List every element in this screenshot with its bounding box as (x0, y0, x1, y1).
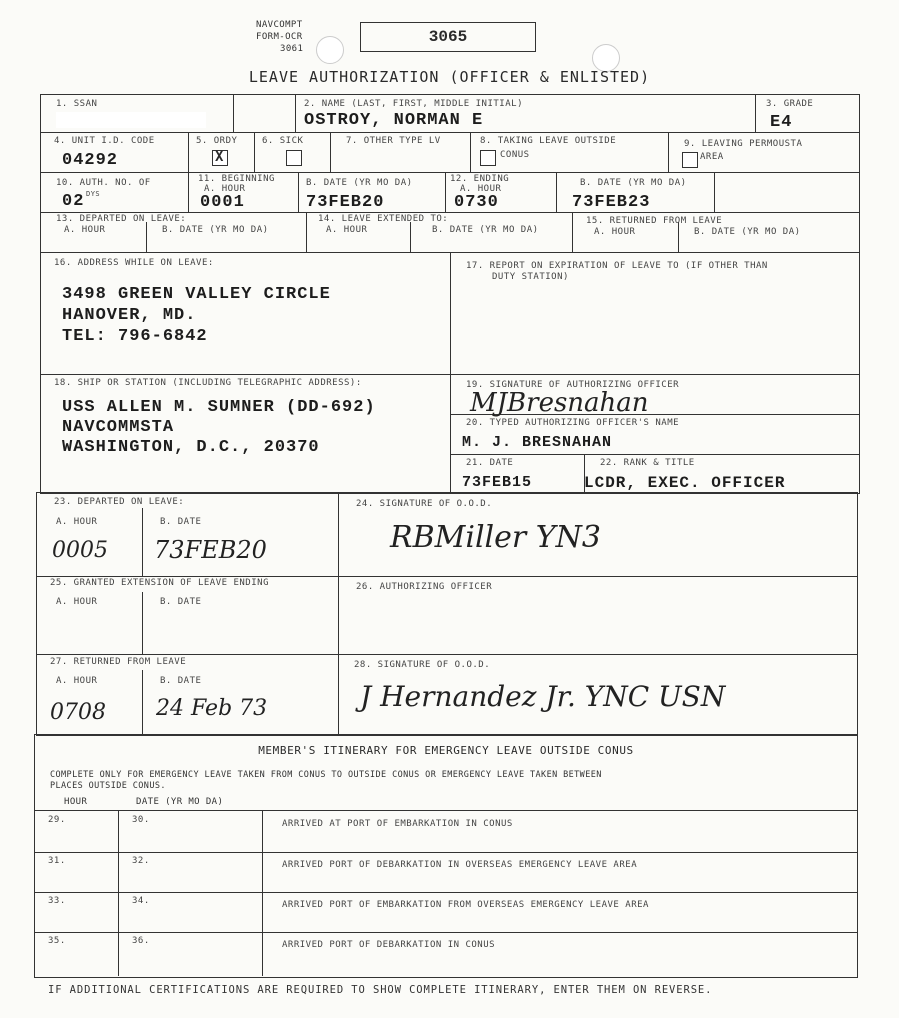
outside-conus-checkbox[interactable] (480, 150, 496, 166)
ordy-checkbox[interactable] (212, 150, 228, 166)
ood-signature-label-2: 28. SIGNATURE OF O.O.D. (354, 660, 491, 670)
authorizing-officer-label: 26. AUTHORIZING OFFICER (356, 582, 493, 592)
rank-value: LCDR, EXEC. OFFICER (584, 474, 786, 492)
name-value: OSTROY, NORMAN E (304, 111, 484, 130)
returned-date-label-2: B. DATE (160, 676, 202, 686)
ending-hour-label: A. HOUR (460, 184, 502, 194)
extension-label: 25. GRANTED EXTENSION OF LEAVE ENDING (50, 578, 269, 588)
ssan-label: 1. SSAN (56, 99, 98, 109)
outside-conus-label: 8. TAKING LEAVE OUTSIDE (480, 136, 617, 146)
departed-date-value: 73FEB20 (154, 536, 267, 564)
beginning-hour-value: 0001 (200, 193, 245, 212)
station-label: 18. SHIP OR STATION (INCLUDING TELEGRAPHIC ADDRESS): (54, 378, 362, 388)
returned-hour-label: A. HOUR (594, 227, 636, 237)
leaving-sub: AREA (700, 152, 724, 162)
address-line3: TEL: 796-6842 (62, 327, 208, 346)
extended-label: 14. LEAVE EXTENDED TO: (318, 214, 449, 224)
ordy-label: 5. ORDY (196, 136, 238, 146)
departed-hour-value: 0005 (52, 538, 108, 563)
punch-hole-left (316, 36, 344, 64)
returned-hour-label-2: A. HOUR (56, 676, 98, 686)
uic-label: 4. UNIT I.D. CODE (54, 136, 155, 146)
extended-hour-label: A. HOUR (326, 225, 368, 235)
uic-value: 04292 (62, 151, 119, 170)
ood-signature: RBMiller YN3 (390, 520, 601, 555)
returned-date-value: 24 Feb 73 (156, 696, 268, 721)
form-code-line2: FORM-OCR (256, 32, 303, 42)
itin-row3-text: ARRIVED PORT OF EMBARKATION FROM OVERSEAS EMERGENCY LEAVE AREA (282, 900, 649, 910)
leaving-checkbox[interactable] (682, 152, 698, 168)
sick-checkbox[interactable] (286, 150, 302, 166)
ending-label: 12. ENDING (450, 174, 510, 184)
returned-hour-value: 0708 (50, 700, 106, 725)
ending-hour-value: 0730 (454, 193, 499, 212)
beginning-date-value: 73FEB20 (306, 193, 385, 212)
address-label: 16. ADDRESS WHILE ON LEAVE: (54, 258, 214, 268)
typed-name-value: M. J. BRESNAHAN (462, 434, 613, 451)
auth-signature-label: 19. SIGNATURE OF AUTHORIZING OFFICER (466, 380, 680, 390)
itin-row4-text: ARRIVED PORT OF DEBARKATION IN CONUS (282, 940, 496, 950)
extension-hour-label: A. HOUR (56, 597, 98, 607)
form-number: 3065 (428, 28, 468, 46)
form-title: LEAVE AUTHORIZATION (OFFICER & ENLISTED) (248, 68, 651, 86)
form-code-line3: 3061 (280, 44, 304, 54)
report-label-2: DUTY STATION) (492, 272, 569, 282)
auth-days-value: 02 (62, 192, 85, 211)
itin-row1-date-no: 30. (132, 815, 150, 825)
itinerary-title: MEMBER'S ITINERARY FOR EMERGENCY LEAVE OUTSIDE CONUS (258, 744, 634, 757)
itin-row4-hour-no: 35. (48, 936, 66, 946)
footer-note: IF ADDITIONAL CERTIFICATIONS ARE REQUIRED TO SHOW COMPLETE ITINERARY, ENTER THEM ON REVERSE. (48, 984, 713, 996)
itin-row1-text: ARRIVED AT PORT OF EMBARKATION IN CONUS (282, 819, 513, 829)
returned-from-leave-label: 27. RETURNED FROM LEAVE (50, 657, 187, 667)
station-line2: NAVCOMMSTA (62, 418, 175, 437)
itin-row1-hour-no: 29. (48, 815, 66, 825)
itinerary-instruction-1: COMPLETE ONLY FOR EMERGENCY LEAVE TAKEN FROM CONUS TO OUTSIDE CONUS OR EMERGENCY LEAVE TAKEN BETWEEN (50, 770, 602, 780)
itinerary-date-header: DATE (YR MO DA) (136, 797, 224, 807)
returned-date-label: B. DATE (YR MO DA) (694, 227, 801, 237)
itin-row3-hour-no: 33. (48, 896, 66, 906)
ordy-check-mark: X (215, 149, 224, 165)
ood-signature-label: 24. SIGNATURE OF O.O.D. (356, 499, 493, 509)
name-label: 2. NAME (LAST, FIRST, MIDDLE INITIAL) (304, 99, 523, 109)
leaving-label: 9. LEAVING PERMOUSTA (684, 139, 803, 149)
itin-row2-date-no: 32. (132, 856, 150, 866)
ending-date-value: 73FEB23 (572, 193, 651, 212)
report-label: 17. REPORT ON EXPIRATION OF LEAVE TO (IF OTHER THAN (466, 261, 768, 271)
typed-name-label: 20. TYPED AUTHORIZING OFFICER'S NAME (466, 418, 680, 428)
ssan-redaction (56, 112, 206, 128)
returned-label: 15. RETURNED FROM LEAVE (586, 216, 723, 226)
station-line3: WASHINGTON, D.C., 20370 (62, 438, 320, 457)
outside-conus-sub: CONUS (500, 150, 530, 160)
form-code-line1: NAVCOMPT (256, 20, 303, 30)
departed-hour-label: A. HOUR (64, 225, 106, 235)
extension-date-label: B. DATE (160, 597, 202, 607)
beginning-label: 11. BEGINNING (198, 174, 275, 184)
other-type-label: 7. OTHER TYPE LV (346, 136, 441, 146)
rank-label: 22. RANK & TITLE (600, 458, 695, 468)
beginning-date-label: B. DATE (YR MO DA) (306, 178, 413, 188)
extended-date-label: B. DATE (YR MO DA) (432, 225, 539, 235)
departed-hour-label-2: A. HOUR (56, 517, 98, 527)
departed-date-label: B. DATE (YR MO DA) (162, 225, 269, 235)
itin-row2-hour-no: 31. (48, 856, 66, 866)
departed-date-label-2: B. DATE (160, 517, 202, 527)
grade-label: 3. GRADE (766, 99, 814, 109)
itinerary-instruction-2: PLACES OUTSIDE CONUS. (50, 781, 166, 791)
auth-days-suffix: DYS (86, 190, 101, 198)
address-line1: 3498 GREEN VALLEY CIRCLE (62, 285, 331, 304)
auth-signature: MJBresnahan (470, 388, 649, 418)
form-number-box (360, 22, 536, 52)
departed-label: 23. DEPARTED ON LEAVE: (54, 497, 185, 507)
itin-row3-date-no: 34. (132, 896, 150, 906)
auth-days-label: 10. AUTH. NO. OF (56, 178, 151, 188)
ood-signature-2: J Hernandez Jr. YNC USN (360, 680, 726, 713)
station-line1: USS ALLEN M. SUMNER (DD-692) (62, 398, 376, 417)
beginning-hour-label: A. HOUR (204, 184, 246, 194)
itin-row4-date-no: 36. (132, 936, 150, 946)
itinerary-hour-header: HOUR (64, 797, 88, 807)
grade-value: E4 (770, 113, 793, 132)
date-value: 73FEB15 (462, 474, 533, 491)
address-line2: HANOVER, MD. (62, 306, 197, 325)
sick-label: 6. SICK (262, 136, 304, 146)
itin-row2-text: ARRIVED PORT OF DEBARKATION IN OVERSEAS EMERGENCY LEAVE AREA (282, 860, 638, 870)
departed-leave-label: 13. DEPARTED ON LEAVE: (56, 214, 187, 224)
date-label: 21. DATE (466, 458, 514, 468)
ending-date-label: B. DATE (YR MO DA) (580, 178, 687, 188)
